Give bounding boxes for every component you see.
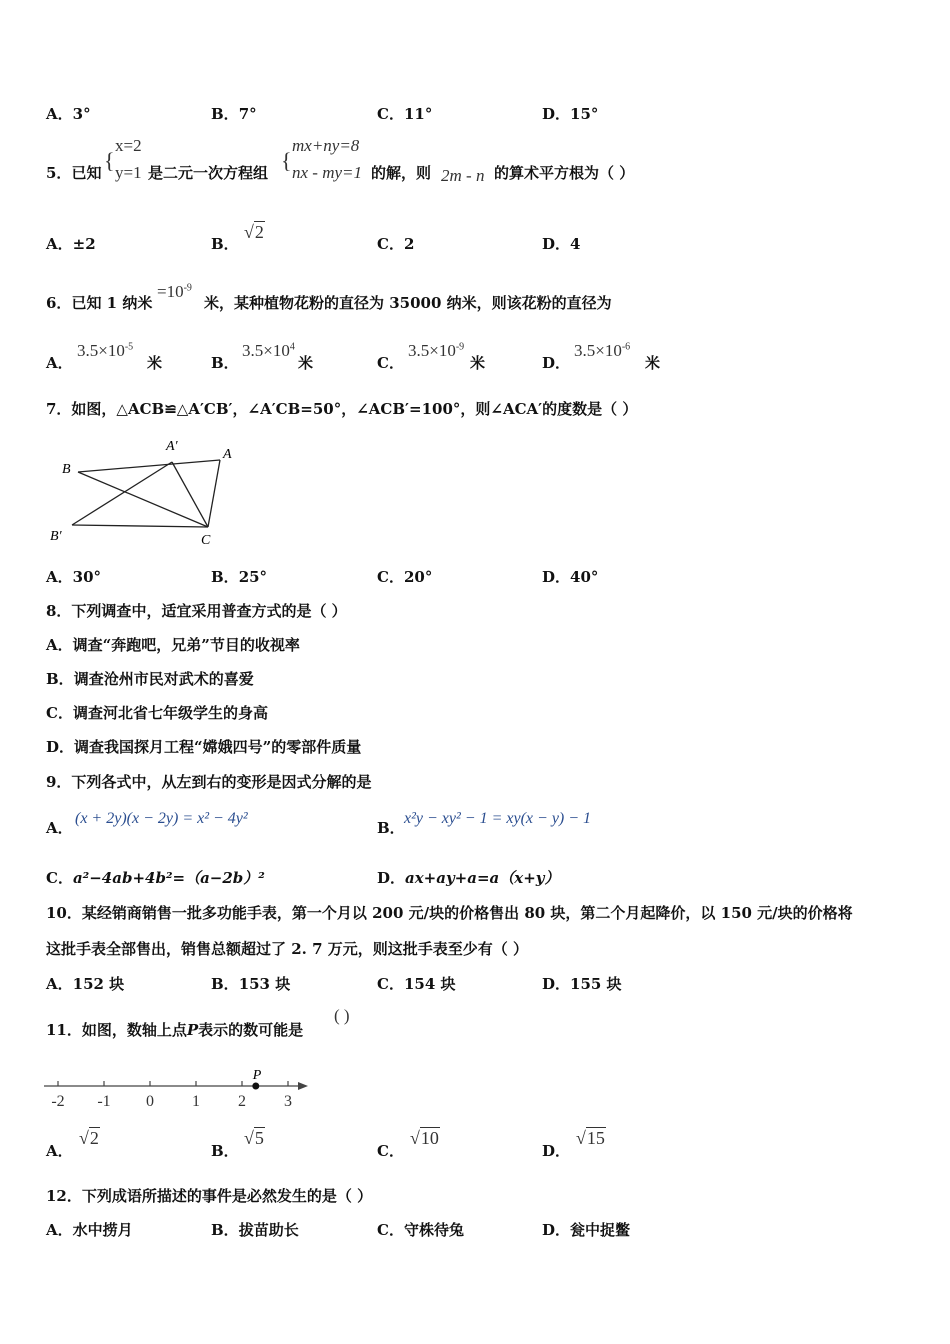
q4-option-a[interactable]: A．3°: [46, 105, 91, 123]
q5-option-a[interactable]: A．±2: [46, 235, 96, 253]
q7-option-c[interactable]: C．20°: [377, 568, 433, 586]
q7-label-b-prime: B′: [50, 529, 62, 544]
q11-tick-label: -2: [51, 1093, 65, 1110]
q6-stem-start: 6．已知 1 纳米: [46, 294, 153, 312]
q4-option-d[interactable]: D．15°: [542, 105, 599, 123]
q5-option-b-sqrt: √2: [244, 222, 264, 242]
q8-option-d[interactable]: D．调查我国探月工程“嫦娥四号”的零部件质量: [46, 738, 362, 756]
q7-stem: 7．如图，△ACB≌△A′CB′，∠A′CB=50°，∠ACB′=100°，则∠ACA′的度数是（ ）: [46, 400, 638, 418]
q7-option-a[interactable]: A．30°: [46, 568, 102, 586]
q5-brace-2: {: [281, 148, 292, 173]
q5-system1-bottom: y=1: [115, 163, 142, 182]
q5-expression: 2m - n: [441, 166, 485, 185]
q4-option-b[interactable]: B．7°: [211, 105, 257, 123]
q11-point-p: [252, 1083, 259, 1090]
q12-option-c[interactable]: C．守株待兔: [377, 1221, 464, 1239]
q8-stem: 8．下列调查中，适宜采用普查方式的是（ ）: [46, 602, 347, 620]
q11-axis-arrow-icon: [298, 1082, 308, 1090]
q5-option-c[interactable]: C．2: [377, 235, 415, 253]
q10-option-c[interactable]: C．154 块: [377, 975, 456, 993]
q5-stem-mid: 是二元一次方程组: [148, 164, 269, 182]
q10-stem-line1: 10．某经销商销售一批多功能手表，第一个月以 200 元/块的价格售出 80 块，第二个月起降价，以 150 元/块的价格将: [46, 904, 853, 922]
q8-option-b[interactable]: B．调查沧州市民对武术的喜爱: [46, 670, 254, 688]
q11-option-a-sqrt: √2: [79, 1128, 99, 1148]
q11-tick-label: 0: [146, 1093, 154, 1110]
q6-option-d[interactable]: D．: [542, 354, 571, 372]
q8-option-a[interactable]: A．调查“奔跑吧，兄弟”节目的收视率: [46, 636, 300, 654]
q6-equation: $=10^{-9}$: [157, 282, 192, 301]
q11-tick-label: 3: [284, 1093, 292, 1110]
q6-option-b-value: $3.5\times 10^4$: [242, 341, 295, 360]
q9-option-c[interactable]: C．a²−4ab+4b²=（a−2b）²: [46, 869, 265, 887]
q6-option-c-value: $3.5\times 10^{-9}$: [408, 341, 465, 360]
q5-system2-top: mx+ny=8: [292, 136, 360, 155]
q11-tick-label: 1: [192, 1093, 200, 1110]
q9-option-d[interactable]: D．ax+ay+a=a（x+y）: [377, 869, 560, 887]
q5-system1-top: x=2: [115, 136, 142, 155]
q9-option-b[interactable]: B．: [377, 819, 405, 837]
q6-option-b-unit: 米: [298, 354, 314, 372]
q7-label-a-prime: A′: [166, 439, 178, 454]
q12-option-b[interactable]: B．拔苗助长: [211, 1221, 299, 1239]
q7-label-c: C: [201, 533, 211, 548]
q10-option-a[interactable]: A．152 块: [46, 975, 125, 993]
q5-brace-1: {: [104, 148, 115, 173]
q8-option-c[interactable]: C．调查河北省七年级学生的身高: [46, 704, 268, 722]
q10-stem-line2: 这批手表全部售出，销售总额超过了 2. 7 万元，则这批手表至少有（ ）: [46, 940, 528, 958]
q11-point-label: P: [252, 1068, 262, 1083]
q11-option-b-sqrt: √5: [244, 1128, 264, 1148]
q5-option-b[interactable]: B．: [211, 235, 239, 253]
q11-option-d-sqrt: √15: [576, 1128, 605, 1148]
q7-label-b: B: [62, 462, 71, 477]
q11-answer-paren: ( ): [334, 1006, 350, 1025]
q6-option-a-unit: 米: [147, 354, 163, 372]
q11-option-c-sqrt: √10: [410, 1128, 439, 1148]
q11-tick-label: 2: [238, 1093, 246, 1110]
q6-option-a-value: $3.5\times 10^{-5}$: [77, 341, 134, 360]
q6-option-d-unit: 米: [645, 354, 661, 372]
q12-option-a[interactable]: A．水中捞月: [46, 1221, 133, 1239]
q6-stem-end: 米，某种植物花粉的直径为 35000 纳米，则该花粉的直径为: [204, 294, 612, 312]
q5-option-d[interactable]: D．4: [542, 235, 581, 253]
q7-option-d[interactable]: D．40°: [542, 568, 599, 586]
q11-option-a[interactable]: A．: [46, 1142, 73, 1160]
q12-stem: 12．下列成语所描述的事件是必然发生的是（ ）: [46, 1187, 373, 1205]
q9-option-a-formula: (x + 2y)(x − 2y) = x² − 4y²: [75, 810, 248, 827]
q6-option-d-value: $3.5\times 10^{-6}$: [574, 341, 631, 360]
q4-option-c[interactable]: C．11°: [377, 105, 433, 123]
q11-option-b[interactable]: B．: [211, 1142, 239, 1160]
q9-option-b-formula: x²y − xy² − 1 = xy(x − y) − 1: [404, 810, 592, 827]
q5-stem-end: 的算术平方根为（ ）: [494, 164, 635, 182]
q6-option-c-unit: 米: [470, 354, 486, 372]
q11-tick-label: -1: [97, 1093, 111, 1110]
q9-stem: 9．下列各式中，从左到右的变形是因式分解的是: [46, 773, 372, 791]
q6-option-b[interactable]: B．: [211, 354, 239, 372]
q11-stem: 11．如图，数轴上点P表示的数可能是: [46, 1021, 304, 1039]
q7-option-b[interactable]: B．25°: [211, 568, 268, 586]
q7-label-a: A: [223, 447, 232, 462]
q10-option-b[interactable]: B．153 块: [211, 975, 291, 993]
q11-option-c[interactable]: C．: [377, 1142, 404, 1160]
q6-option-a[interactable]: A．: [46, 354, 73, 372]
q5-stem-then: 的解，则: [371, 164, 432, 182]
q11-number-line: [40, 1064, 320, 1112]
q12-option-d[interactable]: D．瓮中捉鳖: [542, 1221, 631, 1239]
q11-option-d[interactable]: D．: [542, 1142, 571, 1160]
q6-option-c[interactable]: C．: [377, 354, 404, 372]
q7-triangle-figure: [44, 432, 254, 552]
q5-stem-start: 5．已知: [46, 164, 102, 182]
q5-system2-bottom: nx - my=1: [292, 163, 363, 182]
q10-option-d[interactable]: D．155 块: [542, 975, 622, 993]
q9-option-a[interactable]: A．: [46, 819, 73, 837]
